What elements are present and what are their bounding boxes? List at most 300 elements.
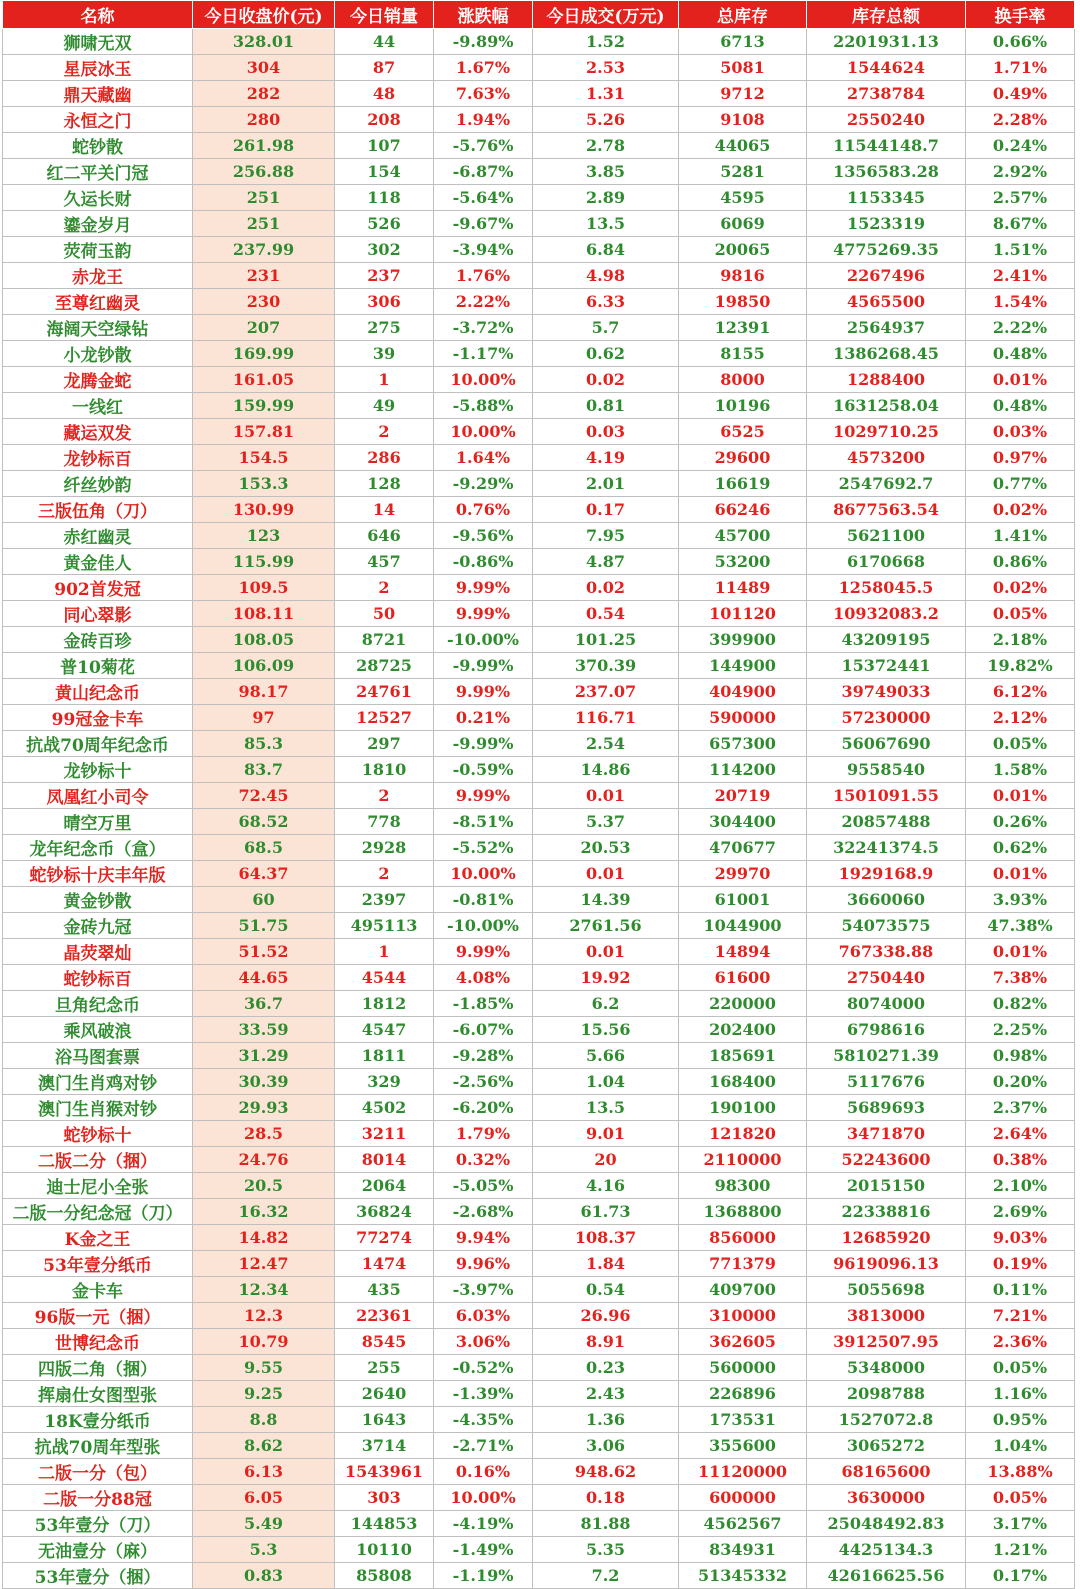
turnover-rate-cell: 2.57% [966, 185, 1075, 211]
change-percent-cell: -8.51% [434, 809, 533, 835]
turnover-value-cell: 0.01 [533, 939, 679, 965]
total-stock-cell: 61001 [679, 887, 807, 913]
name-cell: 澳门生肖鸡对钞 [3, 1069, 193, 1095]
close-price-cell: 51.52 [193, 939, 335, 965]
stock-value-cell: 4573200 [807, 445, 966, 471]
name-cell: 荧荷玉韵 [3, 237, 193, 263]
name-cell: 藏运双发 [3, 419, 193, 445]
table-row [3, 1277, 1075, 1303]
change-percent-cell: 9.96% [434, 1251, 533, 1277]
change-percent-cell: 1.67% [434, 55, 533, 81]
close-price-cell: 5.49 [193, 1511, 335, 1537]
total-stock-cell: 310000 [679, 1303, 807, 1329]
turnover-rate-cell: 2.41% [966, 263, 1075, 289]
sales-volume-cell: 10110 [335, 1537, 434, 1563]
sales-volume-cell: 36824 [335, 1199, 434, 1225]
sales-volume-cell: 4544 [335, 965, 434, 991]
total-stock-cell: 61600 [679, 965, 807, 991]
name-cell: 黄山纪念币 [3, 679, 193, 705]
total-stock-cell: 51345332 [679, 1563, 807, 1589]
change-percent-cell: -3.97% [434, 1277, 533, 1303]
sales-volume-cell: 1811 [335, 1043, 434, 1069]
change-percent-cell: -9.99% [434, 731, 533, 757]
sales-volume-cell: 255 [335, 1355, 434, 1381]
name-cell: 鎏金岁月 [3, 211, 193, 237]
table-row [3, 445, 1075, 471]
stock-value-cell: 2738784 [807, 81, 966, 107]
sales-volume-cell: 1643 [335, 1407, 434, 1433]
name-cell: 抗战70周年型张 [3, 1433, 193, 1459]
sales-volume-cell: 77274 [335, 1225, 434, 1251]
name-cell: 小龙钞散 [3, 341, 193, 367]
turnover-rate-cell: 0.98% [966, 1043, 1075, 1069]
total-stock-cell: 6525 [679, 419, 807, 445]
name-cell: 二版一分（包） [3, 1459, 193, 1485]
sales-volume-cell: 8721 [335, 627, 434, 653]
close-price-cell: 29.93 [193, 1095, 335, 1121]
change-percent-cell: -4.35% [434, 1407, 533, 1433]
stock-value-cell: 1631258.04 [807, 393, 966, 419]
turnover-rate-cell: 2.37% [966, 1095, 1075, 1121]
turnover-value-cell: 101.25 [533, 627, 679, 653]
sales-volume-cell: 435 [335, 1277, 434, 1303]
table-row [3, 367, 1075, 393]
stock-value-cell: 1386268.45 [807, 341, 966, 367]
name-cell: 二版二分（捆） [3, 1147, 193, 1173]
change-percent-cell: 1.76% [434, 263, 533, 289]
close-price-cell: 44.65 [193, 965, 335, 991]
table-row [3, 575, 1075, 601]
change-percent-cell: -9.56% [434, 523, 533, 549]
close-price-cell: 97 [193, 705, 335, 731]
stock-value-cell: 54073575 [807, 913, 966, 939]
table-row [3, 939, 1075, 965]
total-stock-cell: 168400 [679, 1069, 807, 1095]
sales-volume-cell: 39 [335, 341, 434, 367]
sales-volume-cell: 495113 [335, 913, 434, 939]
turnover-rate-cell: 2.10% [966, 1173, 1075, 1199]
name-cell: 蛇钞标十 [3, 1121, 193, 1147]
total-stock-cell: 202400 [679, 1017, 807, 1043]
table-row [3, 1485, 1075, 1511]
name-cell: 53年壹分（刀） [3, 1511, 193, 1537]
change-percent-cell: 0.21% [434, 705, 533, 731]
change-percent-cell: 9.99% [434, 939, 533, 965]
sales-volume-cell: 237 [335, 263, 434, 289]
table-body [3, 29, 1075, 1589]
sales-volume-cell: 154 [335, 159, 434, 185]
name-cell: 澳门生肖猴对钞 [3, 1095, 193, 1121]
table-row [3, 1225, 1075, 1251]
name-cell: 99冠金卡车 [3, 705, 193, 731]
sales-volume-cell: 286 [335, 445, 434, 471]
turnover-rate-cell: 1.58% [966, 757, 1075, 783]
total-stock-cell: 304400 [679, 809, 807, 835]
turnover-rate-cell: 8.67% [966, 211, 1075, 237]
name-cell: 蛇钞散 [3, 133, 193, 159]
turnover-rate-cell: 0.66% [966, 29, 1075, 55]
change-percent-cell: 9.99% [434, 601, 533, 627]
turnover-value-cell: 5.66 [533, 1043, 679, 1069]
change-percent-cell: -9.28% [434, 1043, 533, 1069]
turnover-rate-cell: 0.26% [966, 809, 1075, 835]
sales-volume-cell: 329 [335, 1069, 434, 1095]
stock-value-cell: 1029710.25 [807, 419, 966, 445]
close-price-cell: 154.5 [193, 445, 335, 471]
close-price-cell: 108.05 [193, 627, 335, 653]
table-row [3, 211, 1075, 237]
total-stock-cell: 9108 [679, 107, 807, 133]
turnover-rate-cell: 0.01% [966, 861, 1075, 887]
table-row [3, 107, 1075, 133]
name-cell: 黄金佳人 [3, 549, 193, 575]
change-percent-cell: -1.17% [434, 341, 533, 367]
turnover-rate-cell: 0.95% [966, 1407, 1075, 1433]
stock-value-cell: 2547692.7 [807, 471, 966, 497]
name-cell: 二版一分纪念冠（刀） [3, 1199, 193, 1225]
total-stock-cell: 11489 [679, 575, 807, 601]
table-row [3, 263, 1075, 289]
total-stock-cell: 399900 [679, 627, 807, 653]
total-stock-cell: 5281 [679, 159, 807, 185]
name-cell: 二版一分88冠 [3, 1485, 193, 1511]
close-price-cell: 0.83 [193, 1563, 335, 1589]
total-stock-cell: 404900 [679, 679, 807, 705]
stock-value-cell: 3813000 [807, 1303, 966, 1329]
total-stock-cell: 771379 [679, 1251, 807, 1277]
table-row [3, 757, 1075, 783]
stock-value-cell: 9558540 [807, 757, 966, 783]
name-cell: 至尊红幽灵 [3, 289, 193, 315]
close-price-cell: 108.11 [193, 601, 335, 627]
turnover-rate-cell: 1.04% [966, 1433, 1075, 1459]
turnover-value-cell: 0.01 [533, 783, 679, 809]
close-price-cell: 12.47 [193, 1251, 335, 1277]
column-header-turnover-rate: 换手率 [966, 1, 1075, 29]
table-row [3, 29, 1075, 55]
close-price-cell: 12.34 [193, 1277, 335, 1303]
sales-volume-cell: 107 [335, 133, 434, 159]
stock-value-cell: 2550240 [807, 107, 966, 133]
name-cell: 龙钞标百 [3, 445, 193, 471]
name-cell: 同心翠影 [3, 601, 193, 627]
turnover-rate-cell: 47.38% [966, 913, 1075, 939]
name-cell: 一线红 [3, 393, 193, 419]
name-cell: 金卡车 [3, 1277, 193, 1303]
table-row [3, 289, 1075, 315]
stock-value-cell: 3471870 [807, 1121, 966, 1147]
name-cell: 96版一元（捆） [3, 1303, 193, 1329]
name-cell: 世博纪念币 [3, 1329, 193, 1355]
total-stock-cell: 856000 [679, 1225, 807, 1251]
turnover-rate-cell: 0.49% [966, 81, 1075, 107]
total-stock-cell: 190100 [679, 1095, 807, 1121]
total-stock-cell: 19850 [679, 289, 807, 315]
stock-value-cell: 32241374.5 [807, 835, 966, 861]
name-cell: 永恒之门 [3, 107, 193, 133]
total-stock-cell: 4562567 [679, 1511, 807, 1537]
turnover-rate-cell: 0.05% [966, 1485, 1075, 1511]
turnover-value-cell: 4.16 [533, 1173, 679, 1199]
turnover-value-cell: 5.26 [533, 107, 679, 133]
turnover-value-cell: 0.18 [533, 1485, 679, 1511]
stock-value-cell: 11544148.7 [807, 133, 966, 159]
turnover-rate-cell: 1.51% [966, 237, 1075, 263]
sales-volume-cell: 28725 [335, 653, 434, 679]
sales-volume-cell: 1810 [335, 757, 434, 783]
turnover-value-cell: 26.96 [533, 1303, 679, 1329]
name-cell: 晶荧翠灿 [3, 939, 193, 965]
close-price-cell: 237.99 [193, 237, 335, 263]
stock-value-cell: 3660060 [807, 887, 966, 913]
total-stock-cell: 98300 [679, 1173, 807, 1199]
sales-volume-cell: 2928 [335, 835, 434, 861]
sales-volume-cell: 24761 [335, 679, 434, 705]
stock-value-cell: 42616625.56 [807, 1563, 966, 1589]
change-percent-cell: 7.63% [434, 81, 533, 107]
turnover-value-cell: 20.53 [533, 835, 679, 861]
stock-value-cell: 5117676 [807, 1069, 966, 1095]
close-price-cell: 33.59 [193, 1017, 335, 1043]
turnover-value-cell: 4.98 [533, 263, 679, 289]
turnover-value-cell: 6.2 [533, 991, 679, 1017]
table-row [3, 679, 1075, 705]
change-percent-cell: 10.00% [434, 367, 533, 393]
name-cell: 迪士尼小全张 [3, 1173, 193, 1199]
turnover-rate-cell: 0.24% [966, 133, 1075, 159]
close-price-cell: 169.99 [193, 341, 335, 367]
table-row [3, 315, 1075, 341]
stock-value-cell: 1527072.8 [807, 1407, 966, 1433]
sales-volume-cell: 144853 [335, 1511, 434, 1537]
name-cell: 普10菊花 [3, 653, 193, 679]
table-row [3, 1147, 1075, 1173]
turnover-value-cell: 13.5 [533, 211, 679, 237]
stock-value-cell: 43209195 [807, 627, 966, 653]
turnover-rate-cell: 0.86% [966, 549, 1075, 575]
total-stock-cell: 185691 [679, 1043, 807, 1069]
name-cell: 浴马图套票 [3, 1043, 193, 1069]
name-cell: 四版二角（捆） [3, 1355, 193, 1381]
total-stock-cell: 29970 [679, 861, 807, 887]
turnover-rate-cell: 0.05% [966, 1355, 1075, 1381]
stock-value-cell: 3630000 [807, 1485, 966, 1511]
change-percent-cell: -0.81% [434, 887, 533, 913]
turnover-rate-cell: 1.16% [966, 1381, 1075, 1407]
name-cell: 902首发冠 [3, 575, 193, 601]
change-percent-cell: -3.94% [434, 237, 533, 263]
turnover-value-cell: 1.31 [533, 81, 679, 107]
table-row [3, 835, 1075, 861]
name-cell: 龙腾金蛇 [3, 367, 193, 393]
close-price-cell: 28.5 [193, 1121, 335, 1147]
turnover-value-cell: 1.52 [533, 29, 679, 55]
table-row [3, 1095, 1075, 1121]
turnover-rate-cell: 7.38% [966, 965, 1075, 991]
turnover-rate-cell: 2.22% [966, 315, 1075, 341]
name-cell: 抗战70周年纪念币 [3, 731, 193, 757]
close-price-cell: 261.98 [193, 133, 335, 159]
close-price-cell: 207 [193, 315, 335, 341]
sales-volume-cell: 2064 [335, 1173, 434, 1199]
total-stock-cell: 44065 [679, 133, 807, 159]
stock-value-cell: 2201931.13 [807, 29, 966, 55]
turnover-rate-cell: 0.02% [966, 575, 1075, 601]
turnover-rate-cell: 1.71% [966, 55, 1075, 81]
turnover-rate-cell: 2.64% [966, 1121, 1075, 1147]
turnover-rate-cell: 0.17% [966, 1563, 1075, 1589]
change-percent-cell: 1.79% [434, 1121, 533, 1147]
stock-value-cell: 1258045.5 [807, 575, 966, 601]
stock-value-cell: 1153345 [807, 185, 966, 211]
name-cell: 红二平关门冠 [3, 159, 193, 185]
turnover-value-cell: 0.02 [533, 575, 679, 601]
turnover-value-cell: 0.81 [533, 393, 679, 419]
total-stock-cell: 409700 [679, 1277, 807, 1303]
table-row [3, 601, 1075, 627]
turnover-rate-cell: 0.48% [966, 341, 1075, 367]
name-cell: 无油壹分（麻） [3, 1537, 193, 1563]
change-percent-cell: 9.99% [434, 679, 533, 705]
turnover-rate-cell: 6.12% [966, 679, 1075, 705]
name-cell: 18K壹分纸币 [3, 1407, 193, 1433]
sales-volume-cell: 12527 [335, 705, 434, 731]
turnover-value-cell: 0.62 [533, 341, 679, 367]
name-cell: 凤凰红小司令 [3, 783, 193, 809]
column-header-close-price: 今日收盘价(元) [193, 1, 335, 29]
turnover-rate-cell: 2.18% [966, 627, 1075, 653]
name-cell: 海阔天空绿钻 [3, 315, 193, 341]
table-row [3, 497, 1075, 523]
close-price-cell: 10.79 [193, 1329, 335, 1355]
table-row [3, 159, 1075, 185]
stock-value-cell: 3912507.95 [807, 1329, 966, 1355]
table-row [3, 965, 1075, 991]
column-header-name: 名称 [3, 1, 193, 29]
change-percent-cell: 2.22% [434, 289, 533, 315]
sales-volume-cell: 457 [335, 549, 434, 575]
change-percent-cell: -5.88% [434, 393, 533, 419]
table-row [3, 1433, 1075, 1459]
total-stock-cell: 1044900 [679, 913, 807, 939]
table-row [3, 653, 1075, 679]
close-price-cell: 12.3 [193, 1303, 335, 1329]
close-price-cell: 5.3 [193, 1537, 335, 1563]
sales-volume-cell: 85808 [335, 1563, 434, 1589]
sales-volume-cell: 8545 [335, 1329, 434, 1355]
change-percent-cell: -6.07% [434, 1017, 533, 1043]
turnover-value-cell: 15.56 [533, 1017, 679, 1043]
turnover-rate-cell: 0.38% [966, 1147, 1075, 1173]
turnover-value-cell: 2761.56 [533, 913, 679, 939]
sales-volume-cell: 3211 [335, 1121, 434, 1147]
close-price-cell: 64.37 [193, 861, 335, 887]
turnover-rate-cell: 0.02% [966, 497, 1075, 523]
turnover-value-cell: 5.7 [533, 315, 679, 341]
total-stock-cell: 1368800 [679, 1199, 807, 1225]
turnover-rate-cell: 0.82% [966, 991, 1075, 1017]
close-price-cell: 72.45 [193, 783, 335, 809]
turnover-rate-cell: 0.03% [966, 419, 1075, 445]
table-row [3, 887, 1075, 913]
stock-value-cell: 1356583.28 [807, 159, 966, 185]
close-price-cell: 24.76 [193, 1147, 335, 1173]
stock-value-cell: 4775269.35 [807, 237, 966, 263]
change-percent-cell: 3.06% [434, 1329, 533, 1355]
sales-volume-cell: 4502 [335, 1095, 434, 1121]
column-header-stock-value: 库存总额 [807, 1, 966, 29]
turnover-value-cell: 19.92 [533, 965, 679, 991]
turnover-rate-cell: 2.69% [966, 1199, 1075, 1225]
close-price-cell: 83.7 [193, 757, 335, 783]
total-stock-cell: 121820 [679, 1121, 807, 1147]
header-row [3, 1, 1075, 29]
stock-value-cell: 4565500 [807, 289, 966, 315]
stock-value-cell: 2564937 [807, 315, 966, 341]
change-percent-cell: -2.71% [434, 1433, 533, 1459]
name-cell: 黄金钞散 [3, 887, 193, 913]
close-price-cell: 157.81 [193, 419, 335, 445]
turnover-value-cell: 4.19 [533, 445, 679, 471]
change-percent-cell: 1.94% [434, 107, 533, 133]
turnover-rate-cell: 0.11% [966, 1277, 1075, 1303]
sales-volume-cell: 14 [335, 497, 434, 523]
sales-volume-cell: 4547 [335, 1017, 434, 1043]
stock-value-cell: 8074000 [807, 991, 966, 1017]
stock-value-cell: 2098788 [807, 1381, 966, 1407]
turnover-value-cell: 13.5 [533, 1095, 679, 1121]
close-price-cell: 159.99 [193, 393, 335, 419]
sales-volume-cell: 1474 [335, 1251, 434, 1277]
change-percent-cell: -6.20% [434, 1095, 533, 1121]
close-price-cell: 328.01 [193, 29, 335, 55]
turnover-value-cell: 14.39 [533, 887, 679, 913]
close-price-cell: 230 [193, 289, 335, 315]
stock-value-cell: 9619096.13 [807, 1251, 966, 1277]
sales-volume-cell: 2 [335, 575, 434, 601]
table-row [3, 55, 1075, 81]
turnover-value-cell: 0.54 [533, 1277, 679, 1303]
stock-value-cell: 12685920 [807, 1225, 966, 1251]
sales-volume-cell: 2 [335, 861, 434, 887]
table-row [3, 1537, 1075, 1563]
change-percent-cell: -2.56% [434, 1069, 533, 1095]
turnover-rate-cell: 13.88% [966, 1459, 1075, 1485]
turnover-value-cell: 0.01 [533, 861, 679, 887]
turnover-rate-cell: 0.01% [966, 367, 1075, 393]
turnover-value-cell: 4.87 [533, 549, 679, 575]
change-percent-cell: -9.29% [434, 471, 533, 497]
sales-volume-cell: 1 [335, 367, 434, 393]
change-percent-cell: 4.08% [434, 965, 533, 991]
total-stock-cell: 6069 [679, 211, 807, 237]
table-row [3, 1381, 1075, 1407]
name-cell: 蛇钞标十庆丰年版 [3, 861, 193, 887]
close-price-cell: 8.8 [193, 1407, 335, 1433]
name-cell: 纤丝妙韵 [3, 471, 193, 497]
change-percent-cell: -5.76% [434, 133, 533, 159]
column-header-change-percent: 涨跌幅 [434, 1, 533, 29]
total-stock-cell: 16619 [679, 471, 807, 497]
stock-value-cell: 3065272 [807, 1433, 966, 1459]
sales-volume-cell: 50 [335, 601, 434, 627]
stock-value-cell: 4425134.3 [807, 1537, 966, 1563]
total-stock-cell: 5081 [679, 55, 807, 81]
sales-volume-cell: 778 [335, 809, 434, 835]
column-header-total-stock: 总库存 [679, 1, 807, 29]
close-price-cell: 153.3 [193, 471, 335, 497]
turnover-rate-cell: 9.03% [966, 1225, 1075, 1251]
